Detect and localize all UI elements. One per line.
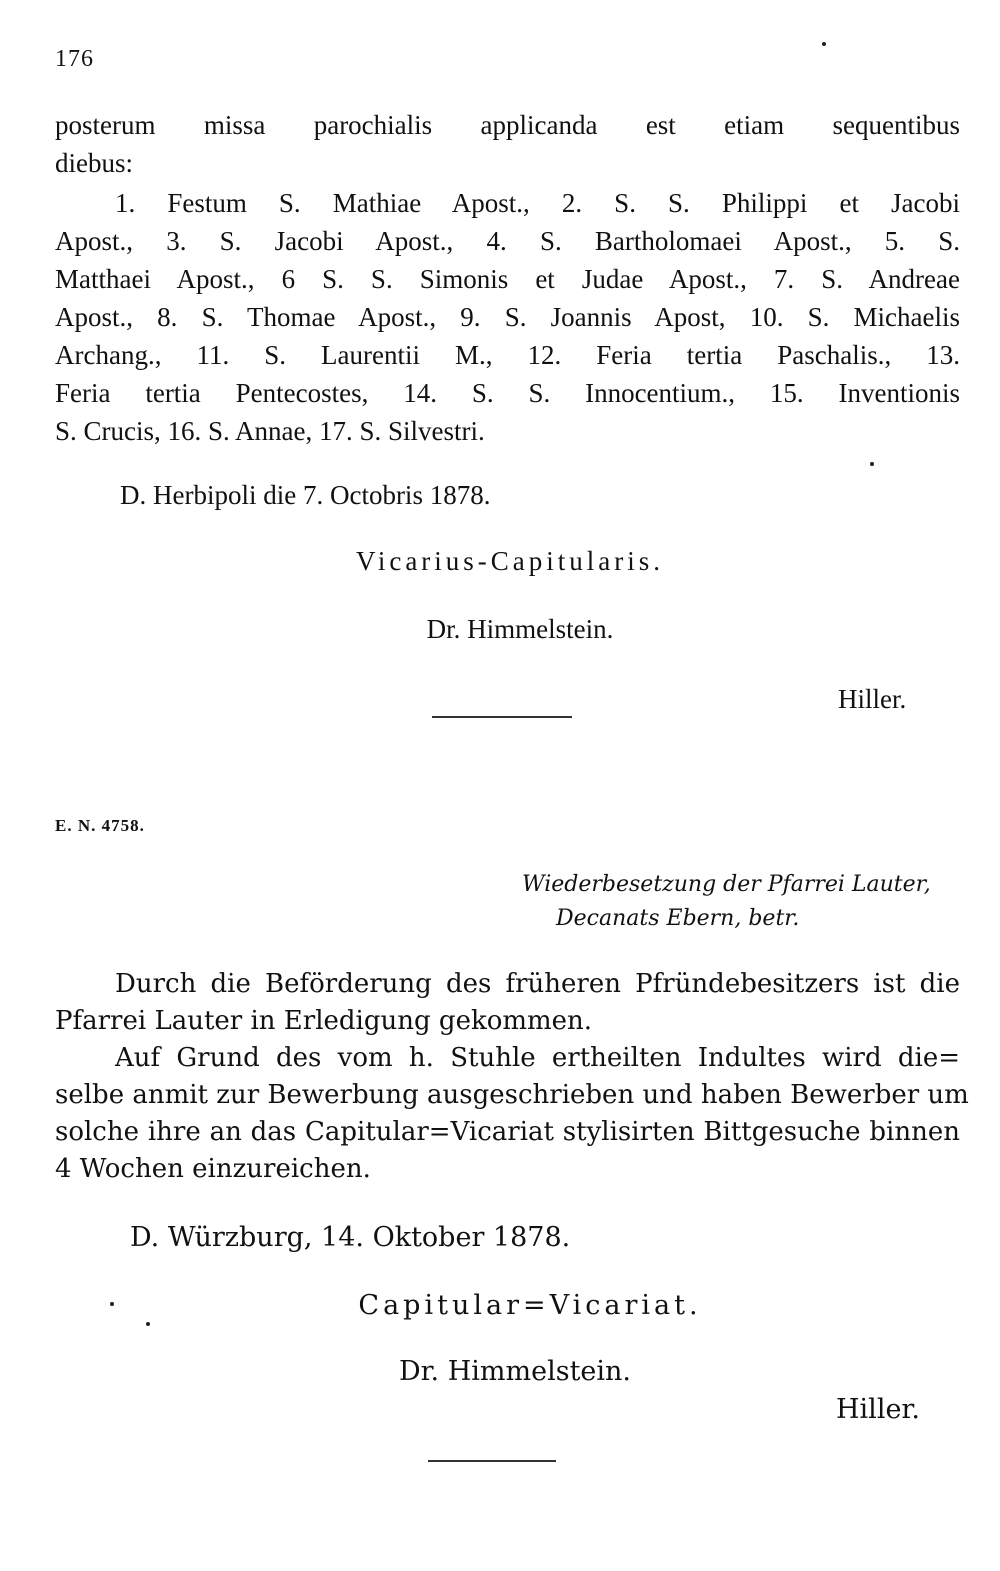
print-speck — [110, 1302, 114, 1306]
section-divider — [428, 1460, 556, 1462]
reference-number: E. N. 4758. — [55, 816, 145, 835]
german-body — [55, 966, 969, 1188]
page-number: 176 — [55, 46, 94, 72]
german-signature: Dr. Himmelstein. — [398, 1356, 632, 1387]
latin-cosigner: Hiller. — [838, 684, 907, 714]
german-cosigner: Hiller. — [836, 1394, 920, 1425]
text-line: S. Crucis, 16. S. Annae, 17. S. Silvestri. — [55, 416, 485, 446]
text-line: Feria tertia Pentecostes, 14. S. S. Innocentium., 15. Inventionis — [55, 378, 960, 408]
german-date-line: D. Würzburg, 14. Oktober 1878. — [130, 1222, 571, 1253]
text-line: selbe anmit zur Bewerbung ausgeschrieben und haben Bewerber um — [55, 1080, 969, 1110]
section-divider — [432, 716, 572, 718]
latin-paragraph-feasts — [55, 184, 960, 450]
german-office-title: Capitular=Vicariat. — [358, 1290, 702, 1321]
text-line: Apost., 8. S. Thomae Apost., 9. S. Joannis Apost, 10. S. Michaelis — [55, 302, 960, 332]
subject-line: Wiederbesetzung der Pfarrei Lauter, — [522, 872, 931, 897]
text-line: solche ihre an das Capitular=Vicariat stylisirten Bittgesuche binnen — [55, 1117, 960, 1147]
text-line: Pfarrei Lauter in Erledigung gekommen. — [55, 1006, 593, 1036]
latin-date-line: D. Herbipoli die 7. Octobris 1878. — [120, 480, 491, 510]
text-line: Auf Grund des vom h. Stuhle ertheilten Indultes wird die= — [115, 1043, 960, 1073]
print-speck — [822, 42, 826, 46]
text-line: Apost., 3. S. Jacobi Apost., 4. S. Bartholomaei Apost., 5. S. — [55, 226, 960, 256]
latin-paragraph-intro — [55, 106, 960, 182]
text-line: Archang., 11. S. Laurentii M., 12. Feria tertia Paschalis., 13. — [55, 340, 960, 370]
print-speck — [146, 1322, 150, 1326]
text-line: Durch die Beförderung des früheren Pfründebesitzers ist die — [115, 969, 960, 999]
subject-line: Decanats Ebern, betr. — [556, 906, 800, 931]
text-line: posterum missa parochialis applicanda est etiam sequentibus — [55, 110, 960, 140]
latin-signature: Dr. Himmelstein. — [426, 614, 614, 644]
text-line: 4 Wochen einzureichen. — [55, 1154, 371, 1184]
text-line: diebus: — [55, 148, 133, 178]
print-speck — [870, 462, 874, 466]
text-line: 1. Festum S. Mathiae Apost., 2. S. S. Philippi et Jacobi — [115, 188, 960, 218]
latin-office-title: Vicarius-Capitularis. — [355, 546, 665, 576]
text-line: Matthaei Apost., 6 S. S. Simonis et Judae Apost., 7. S. Andreae — [55, 264, 960, 294]
